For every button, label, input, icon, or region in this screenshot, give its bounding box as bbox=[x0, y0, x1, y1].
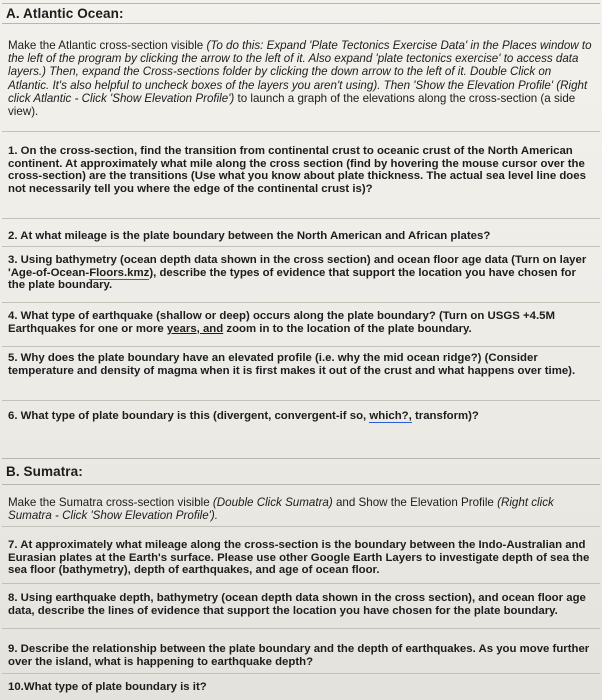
instr-b-part2: (Double Click Sumatra) bbox=[212, 496, 333, 509]
question-6-block bbox=[2, 410, 600, 448]
instr-a-part1: Make the Atlantic cross-section visible bbox=[8, 39, 207, 52]
question-4 bbox=[8, 310, 594, 335]
question-3-part1: 3. Using bathymetry (ocean depth data shown in the cross section) and ocean floor age data (Turn on layer 'Age-of-Ocean- bbox=[8, 254, 587, 279]
question-7: 7. At approximately what mileage along the cross-section is the boundary between the Indo-Australian and Eurasian plates at the Earth's surface. Please use other Google Earth Layers to investigate depth of sea the sea floor (bathymetry), depth of earthquakes, and age of ocean floor. bbox=[8, 539, 590, 577]
instr-a-part3: to launch a graph of the elevations along the cross-section (a side view). bbox=[8, 91, 576, 119]
section-b-instructions-block bbox=[2, 496, 600, 527]
instr-b-part1: Make the Sumatra cross-section visible bbox=[8, 496, 213, 509]
section-a-title: A. Atlantic Ocean: bbox=[2, 3, 600, 24]
instr-a-part2: (To do this: Expand 'Plate Tectonics Exercise Data' in the Places window to the left of the program by clicking the arrow to the left of it. Also expand 'plate tectonics exercise' to access data layers.) Then, expand the Cross-sections folder by clicking the down arrow to the left of it. Double Click on Atlantic. It's also helpful to uncheck boxes of the layers you aren't using). Then 'Show the Elevation Profile' (Right click Atlantic - Click 'Show Elevation Profile') bbox=[8, 39, 592, 105]
question-6-part1: 6. What type of plate boundary is this (divergent, convergent-if so, bbox=[8, 410, 370, 422]
question-5: 5. Why does the plate boundary have an elevated profile (i.e. why the mid ocean ridge?) (Consider temperature and density of magma when it is first makes it out of the crust and what happens over time). bbox=[8, 352, 576, 377]
instr-b-part4: (Right click Sumatra - Click 'Show Elevation Profile'). bbox=[8, 496, 554, 523]
spellcheck-link-which[interactable]: which?, bbox=[369, 410, 412, 422]
instr-b-part3: and Show the Elevation Profile bbox=[332, 496, 498, 509]
section-a-instructions bbox=[8, 39, 594, 118]
section-a-instructions-block bbox=[2, 39, 600, 132]
question-4-block bbox=[2, 310, 600, 347]
question-1-block bbox=[2, 145, 600, 219]
question-5-block bbox=[2, 352, 600, 401]
question-2: 2. At what mileage is the plate boundary between the North American and African plates? bbox=[8, 230, 491, 242]
question-10-block bbox=[2, 681, 600, 697]
question-4-underlined: years, and bbox=[166, 322, 224, 335]
spellcheck-link-floors-kmz[interactable]: Floors.kmz bbox=[89, 266, 150, 279]
question-6-part3: transform)? bbox=[411, 410, 479, 422]
question-4-part3: zoom in to the location of the plate boundary. bbox=[223, 322, 472, 335]
question-7-block bbox=[2, 539, 600, 584]
question-2-block bbox=[2, 230, 600, 247]
question-8-block bbox=[2, 592, 600, 629]
question-3 bbox=[8, 254, 594, 292]
question-1: 1. On the cross-section, find the transition from continental crust to oceanic crust of the North American continent. At approximately what mile along the cross section (find by hovering the mouse cursor over the cross-section) are the transitions (Use what you know about plate thickness. The actual sea level line does not necessarily tell you where the edge of the continental crust is)? bbox=[8, 145, 586, 195]
question-10: 10.What type of plate boundary is it? bbox=[8, 681, 207, 693]
section-b-instructions bbox=[8, 496, 594, 522]
question-6 bbox=[8, 410, 594, 423]
question-3-part3: ), describe the types of evidence that support the location you have chosen for the plate boundary. bbox=[8, 266, 576, 292]
question-4-part1: 4. What type of earthquake (shallow or deep) occurs along the plate boundary? (Turn on USGS +4.5M Earthquakes for one or more bbox=[8, 310, 555, 335]
section-b-title: B. Sumatra: bbox=[2, 458, 600, 485]
question-3-block bbox=[2, 254, 600, 303]
question-9-block bbox=[2, 643, 600, 674]
question-9: 9. Describe the relationship between the plate boundary and the depth of earthquakes. As you move further over the island, what is happening to earthquake depth? bbox=[8, 643, 590, 668]
question-8: 8. Using earthquake depth, bathymetry (ocean depth data shown in the cross section), and ocean floor age data, describe the lines of evidence that support the location you have chosen for the plate boundary. bbox=[8, 592, 586, 617]
